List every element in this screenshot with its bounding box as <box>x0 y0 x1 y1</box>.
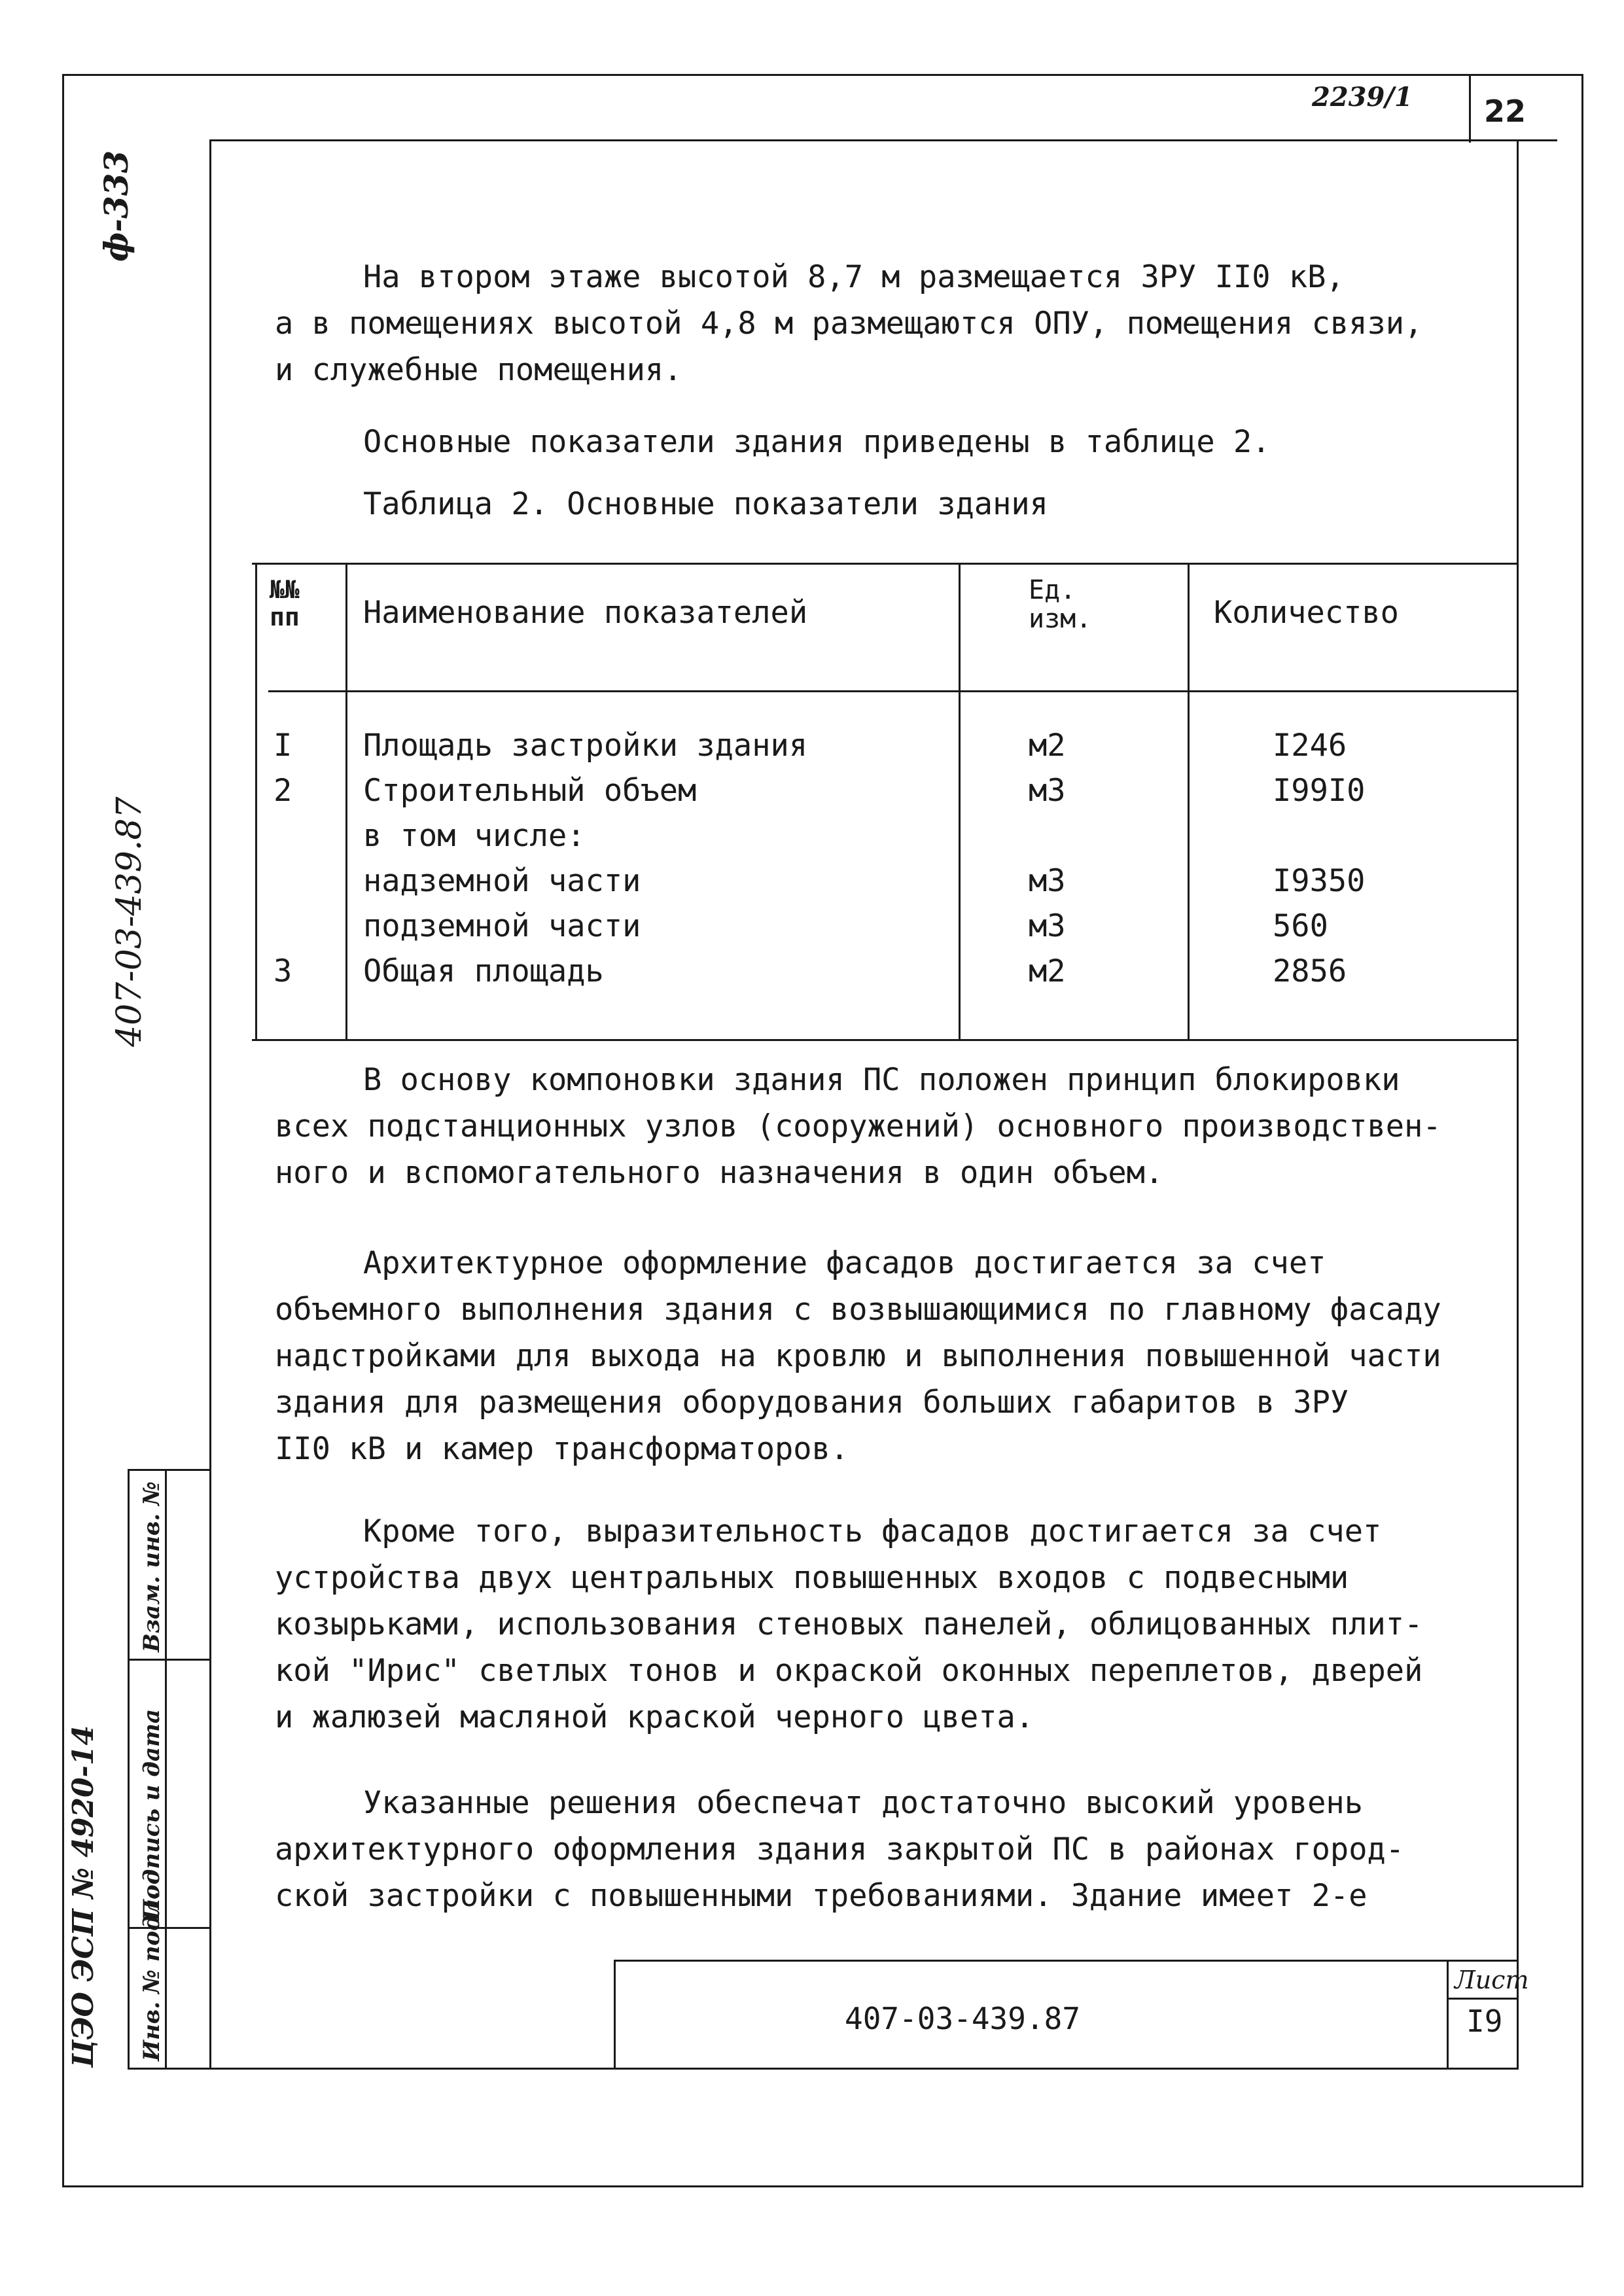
row-2-name: Строительный объем <box>363 773 697 809</box>
stamp-div-1 <box>128 1659 211 1661</box>
table-header-qty: Количество <box>1214 595 1399 631</box>
row-1-qty: I246 <box>1273 728 1347 764</box>
row-3-name: в том числе: <box>363 818 586 854</box>
paragraph-5-line-4: кой "Ирис" светлых тонов и окраской оконных переплетов, дверей <box>275 1653 1423 1689</box>
paragraph-5-line-2: устройства двух центральных повышенных входов с подвесными <box>275 1560 1349 1596</box>
inner-frame-right <box>1517 139 1519 2070</box>
row-4-unit: м3 <box>1029 863 1066 899</box>
row-5-name: подземной части <box>363 908 641 944</box>
outer-frame-bottom <box>62 2185 1583 2187</box>
paragraph-4-line-4: здания для размещения оборудования больших габаритов в ЗРУ <box>275 1385 1349 1421</box>
paragraph-4-line-3: надстройками для выхода на кровлю и выполнения повышенной части <box>275 1338 1441 1374</box>
stamp-top <box>128 1469 211 1471</box>
paragraph-6-line-2: архитектурного оформления здания закрытой ПС в районах город- <box>275 1831 1405 1867</box>
outer-frame-right <box>1581 74 1583 2187</box>
row-6-name: Общая площадь <box>363 953 604 989</box>
outer-frame-top <box>62 74 1583 76</box>
row-4-name: надземной части <box>363 863 641 899</box>
paragraph-3-line-1: В основу компоновки здания ПС положен принцип блокировки <box>363 1062 1400 1098</box>
paragraph-1-line-3: и служебные помещения. <box>275 352 682 388</box>
paragraph-5-line-5: и жалюзей масляной краской черного цвета. <box>275 1699 1034 1735</box>
title-block-sheet-divider <box>1447 1998 1519 2000</box>
table-header-name: Наименование показателей <box>363 595 808 631</box>
stamp-label-vzam: Взам. инв. № <box>139 1481 165 1652</box>
table-header-unit <box>1029 576 1091 633</box>
paragraph-1-line-1: На втором этаже высотой 8,7 м размещается ЗРУ II0 кВ, <box>363 259 1345 295</box>
handwritten-code: 2239/1 <box>1312 82 1413 113</box>
row-1-unit: м2 <box>1029 728 1066 764</box>
margin-vertical-code: 407-03-439.87 <box>110 796 149 1047</box>
paragraph-6-line-3: ской застройки с повышенными требованиями. Здание имеет 2-е <box>275 1878 1368 1914</box>
stamp-label-podpis: Подпись и дата <box>139 1708 165 1920</box>
paragraph-5-line-1: Кроме того, выразительность фасадов достигается за счет <box>363 1513 1382 1549</box>
title-block-sheet-label: Лист <box>1455 1966 1529 1994</box>
outer-frame-left <box>62 74 64 2187</box>
paragraph-3 <box>275 1057 1505 1196</box>
row-2-qty: I99I0 <box>1273 773 1366 809</box>
row-5-unit: м3 <box>1029 908 1066 944</box>
margin-archive-number: ЦЭО ЭСП № 4920-14 <box>67 1725 100 2068</box>
title-block <box>614 1960 1529 2068</box>
table-header-unit-line-1: Ед. <box>1029 575 1076 605</box>
row-1-num: I <box>274 728 292 764</box>
table-col-2 <box>959 563 961 1041</box>
inner-frame-top <box>209 139 1557 141</box>
paragraph-3-line-3: ного и вспомогательного назначения в один объем. <box>275 1155 1164 1191</box>
stamp-label-inv: Инв. № подл. <box>139 1891 165 2061</box>
paragraph-6 <box>275 1780 1505 1919</box>
row-6-unit: м2 <box>1029 953 1066 989</box>
table-caption: Таблица 2. Основные показатели здания <box>363 486 1048 522</box>
table-header-num-line-1: №№ <box>270 575 300 604</box>
table-col-3 <box>1188 563 1190 1041</box>
margin-top-code: ф-333 <box>97 150 135 262</box>
table-header-border <box>268 690 1518 692</box>
paragraph-6-line-1: Указанные решения обеспечат достаточно высокий уровень <box>363 1785 1364 1821</box>
table-header-unit-line-2: изм. <box>1029 604 1092 634</box>
stamp-col-divider <box>165 1469 167 2070</box>
stamp-left <box>128 1469 130 2070</box>
header-divider <box>1469 74 1471 143</box>
paragraph-4-line-2: объемного выполнения здания с возвышающимися по главному фасаду <box>275 1292 1441 1328</box>
paragraph-5 <box>275 1508 1505 1740</box>
table-top-border <box>252 563 1518 565</box>
paragraph-4 <box>275 1240 1505 1472</box>
inner-frame-bottom <box>128 2068 1519 2070</box>
paragraph-4-line-1: Архитектурное оформление фасадов достигается за счет <box>363 1245 1326 1281</box>
paragraph-1-line-2: а в помещениях высотой 4,8 м размещаются ОПУ, помещения связи, <box>275 306 1423 342</box>
title-block-divider <box>1447 1962 1449 2070</box>
row-6-num: 3 <box>274 953 292 989</box>
row-1-name: Площадь застройки здания <box>363 728 808 764</box>
row-4-qty: I9350 <box>1273 863 1366 899</box>
row-5-qty: 560 <box>1273 908 1328 944</box>
paragraph-2: Основные показатели здания приведены в таблице 2. <box>363 424 1271 460</box>
title-block-doc-code: 407-03-439.87 <box>845 2001 1081 2036</box>
table-header-num <box>270 576 300 631</box>
table-header-num-line-2: пп <box>270 603 300 631</box>
row-2-num: 2 <box>274 773 292 809</box>
sheet-number: 22 <box>1484 94 1527 129</box>
title-block-sheet-value: I9 <box>1466 2004 1503 2039</box>
table-col-1 <box>345 563 347 1041</box>
paragraph-5-line-3: козырьками, использования стеновых панелей, облицованных плит- <box>275 1606 1423 1642</box>
row-6-qty: 2856 <box>1273 953 1347 989</box>
table-bottom-border <box>252 1039 1518 1041</box>
paragraph-4-line-5: II0 кВ и камер трансформаторов. <box>275 1431 849 1467</box>
inner-frame-left <box>209 139 211 2070</box>
table-left-border <box>255 563 257 1041</box>
paragraph-1 <box>275 254 1505 393</box>
row-2-unit: м3 <box>1029 773 1066 809</box>
paragraph-3-line-2: всех подстанционных узлов (сооружений) основного производствен- <box>275 1108 1441 1144</box>
